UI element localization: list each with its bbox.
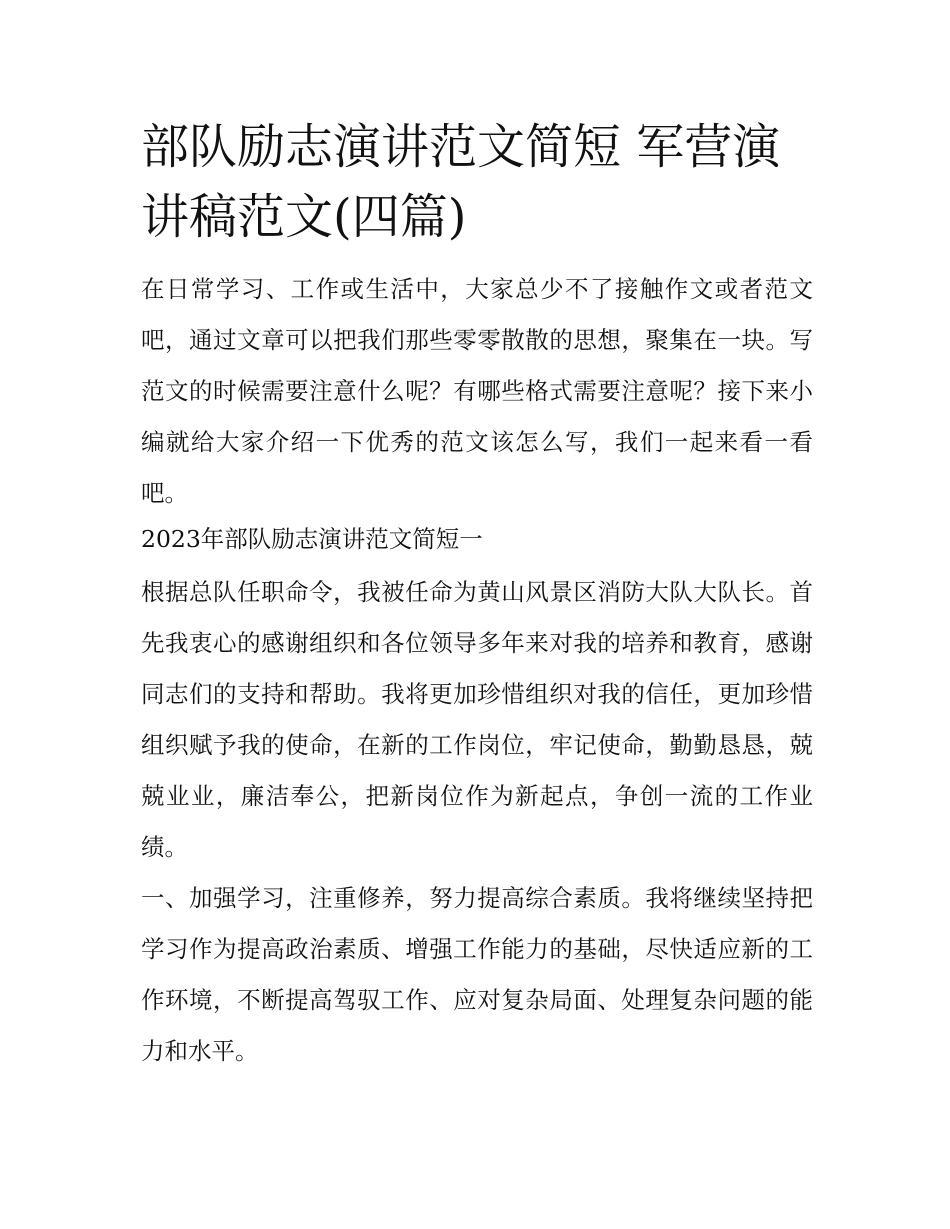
document-title: 部队励志演讲范文简短 军营演讲稿范文(四篇)	[141, 119, 781, 245]
body-paragraph-1: 根据总队任职命令，我被任命为黄山风景区消防大队大队长。首先我衷心的感谢组织和各位领导多年来对我的培养和教育，感谢同志们的支持和帮助。我将更加珍惜组织对我的信任，更加珍惜组织赋予我的使命，在新的工作岗位，牢记使命，勤勤恳恳，兢兢业业，廉洁奉公，把新岗位作为新起点，争创一流的工作业绩。	[141, 578, 813, 861]
section-heading: 2023年部队励志演讲范文简短一	[141, 525, 483, 553]
document-body	[141, 112, 813, 1077]
body-paragraph-2: 一、加强学习，注重修养，努力提高综合素质。我将继续坚持把学习作为提高政治素质、增强工作能力的基础，尽快适应新的工作环境，不断提高驾驭工作、应对复杂局面、处理复杂问题的能力和水平。	[141, 884, 813, 1065]
intro-paragraph: 在日常学习、工作或生活中，大家总少不了接触作文或者范文吧，通过文章可以把我们那些零零散散的思想，聚集在一块。写范文的时候需要注意什么呢？有哪些格式需要注意呢？接下来小编就给大家介绍一下优秀的范文该怎么写，我们一起来看一看吧。	[141, 275, 813, 507]
